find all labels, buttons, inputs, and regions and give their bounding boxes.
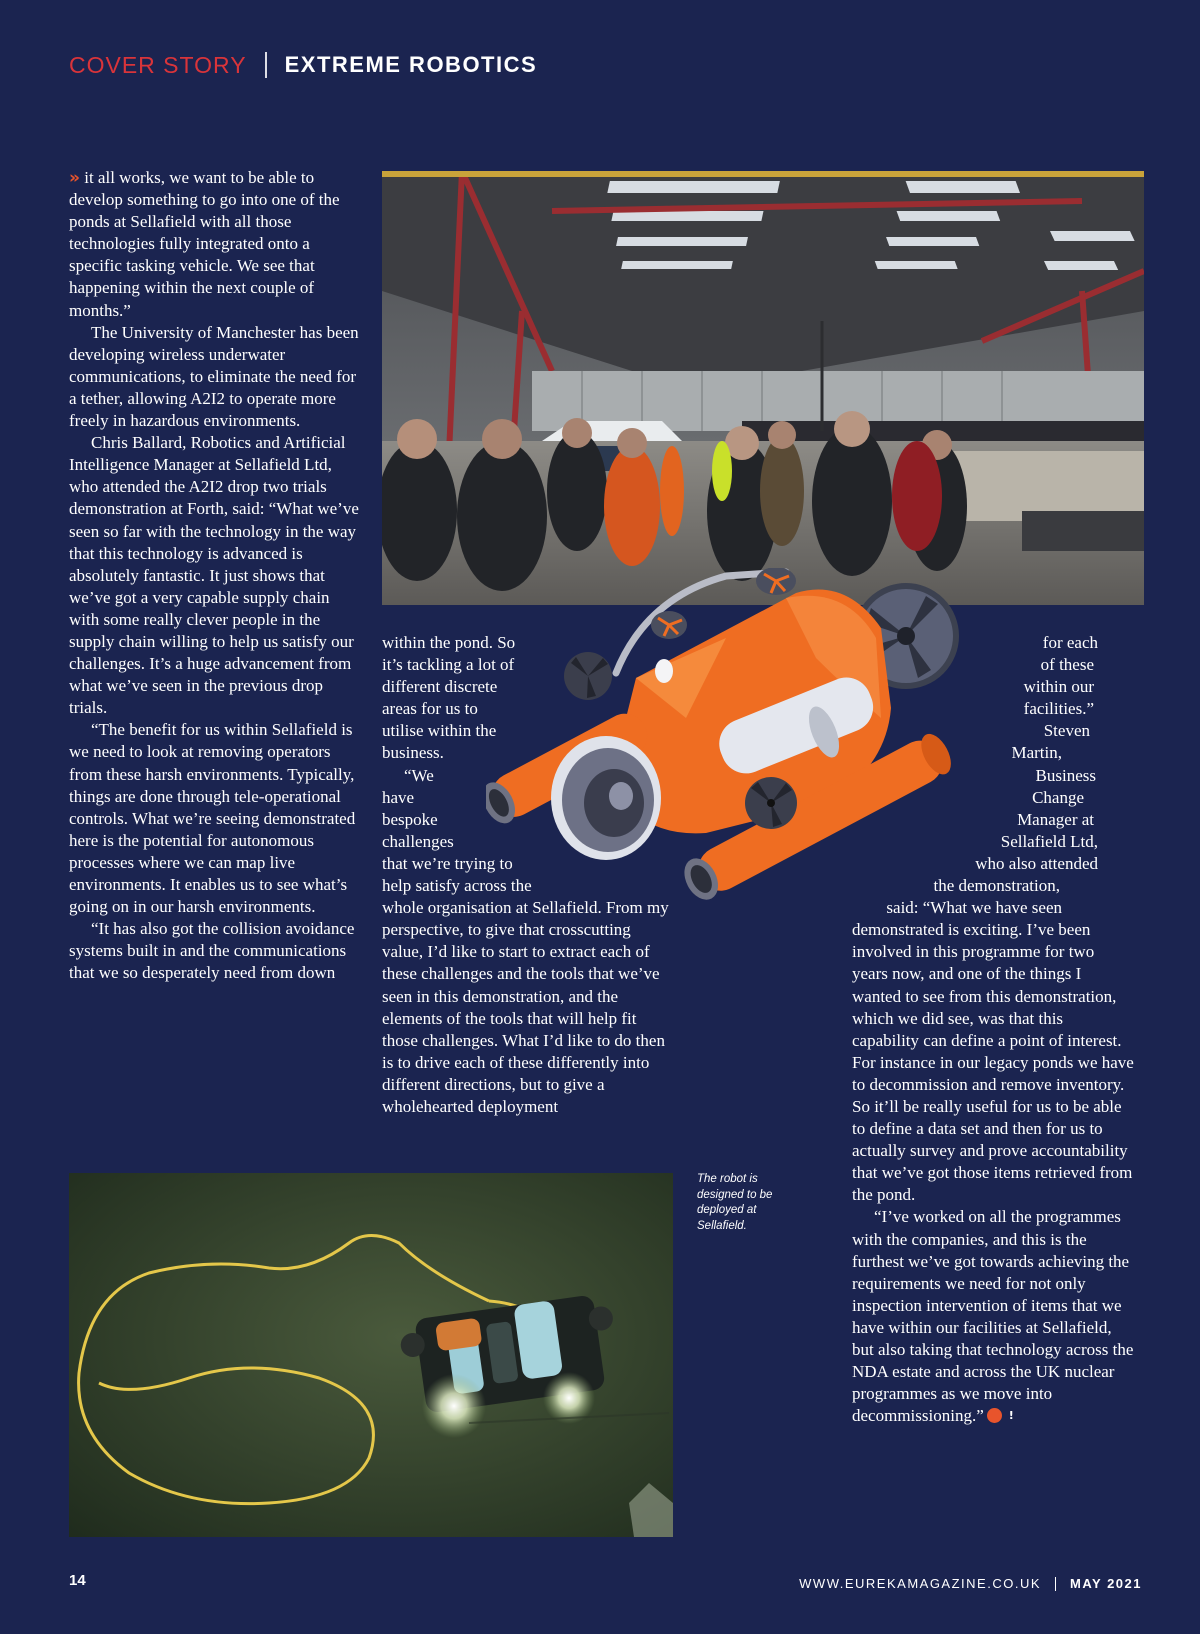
article-column-1 <box>69 167 359 984</box>
paragraph-text: “I’ve worked on all the programmes with the companies, and this is the furthest we’ve got towards achieving the requirements we need for not only inspection intervention of items that we have within our facilities at Sellafield, but also taking that technology across the NDA estate and across the UK nuclear programmes as we move into decommissioning.” <box>852 1207 1134 1426</box>
paragraph: “It has also got the collision avoidance systems built in and the communications that we so desperately need from down <box>69 919 355 983</box>
double-chevron-icon: » <box>69 168 80 188</box>
text-line: for each <box>1042 633 1098 652</box>
paragraph: whole organisation at Sellafield. From my perspective, to give that crosscutting value, I’d like to start to extract each of these challenges and the tools that we’ve seen in this demonstration, and the elements of the tools that will help fit those challenges. What I’d like to do then is to drive each of these differently into different directions, but to give a wholehearted deployment <box>382 898 669 1116</box>
page-footer <box>799 1576 1142 1591</box>
text-line: Martin, <box>1011 743 1062 763</box>
story-end-icon: ! <box>987 1408 1002 1423</box>
text-line: within the pond. So <box>382 633 516 652</box>
issue-date: MAY 2021 <box>1070 1576 1142 1591</box>
text-line: Business <box>1035 765 1096 785</box>
hangar-photo-art <box>382 171 1144 605</box>
paragraph-text: it all works, we want to be able to develop something to go into one of the ponds at Sellafield with all those technologies fully integrated onto a specific tasking vehicle. We see that happening within the next couple of months.” <box>69 168 340 320</box>
paragraph <box>69 167 359 322</box>
text-line: “We <box>404 765 434 785</box>
header-divider <box>265 52 267 78</box>
page-header <box>69 50 537 80</box>
text-line: facilities.” <box>1023 699 1094 719</box>
website-url[interactable]: WWW.EUREKAMAGAZINE.CO.UK <box>799 1576 1041 1591</box>
text-line: have <box>382 787 415 807</box>
text-line: it’s tackling a lot of <box>382 655 515 675</box>
text-line: Sellafield Ltd, <box>1000 831 1098 851</box>
paragraph: Chris Ballard, Robotics and Artificial Intelligence Manager at Sellafield Ltd, who attended the A2I2 drop two trials demonstration at Forth, said: “What we’ve seen so far with the technology in the way that this technology is advanced is absolutely fantastic. It just shows that we’ve got a very capable supply chain with some really clever people in the supply chain willing to help us satisfy our challenges. It’s a huge advancement from what we’ve seen in the previous drop trials. <box>69 433 359 718</box>
text-line: challenges <box>382 831 454 851</box>
article-column-2 <box>382 632 672 1118</box>
footer-divider <box>1055 1577 1056 1591</box>
paragraph: “The benefit for us within Sellafield is we need to look at removing operators from these harsh environments. Typically, things are done through tele-operational controls. What we’re seeing demonstrated here is the potential for autonomous processes where we can map live environments. It enables us to see what’s going on in our harsh environments. <box>69 720 356 917</box>
photo-caption: The robot is designed to be deployed at Sellafield. <box>697 1173 773 1232</box>
article-column-3 <box>852 632 1134 1427</box>
text-line: Change <box>1032 787 1084 807</box>
cover-story-kicker: COVER STORY <box>69 51 247 78</box>
robot-in-pond-photo <box>69 1173 673 1537</box>
hangar-demonstration-photo <box>382 171 1144 605</box>
section-title: EXTREME ROBOTICS <box>284 52 538 77</box>
text-line: utilise within the <box>382 721 497 741</box>
text-line: within our <box>1023 677 1094 697</box>
text-line: who also attended <box>975 853 1098 873</box>
paragraph <box>852 1206 1134 1427</box>
text-line: help satisfy across the <box>382 876 532 896</box>
text-line: Manager at <box>1017 809 1094 829</box>
pool-photo-art <box>69 1173 673 1537</box>
text-line: the demonstration, <box>933 876 1060 896</box>
text-line: that we’re trying to <box>382 853 513 873</box>
paragraph: demonstrated is exciting. I’ve been involved in this programme for two years now, and one of the things I wanted to see from this demonstration, which we did see, was that this capability can define a point of interest. For instance in our legacy ponds we have to decommission and remove inventory. So it’ll be really useful for us to be able to define a data set and then for us to actually survey and prove accountability that we’ve got those items retrieved from the pond. <box>852 920 1134 1205</box>
text-line: different discrete <box>382 677 498 697</box>
text-line: Steven <box>1043 721 1090 741</box>
text-line: said: “What we have seen <box>886 898 1062 918</box>
text-line: areas for us to <box>382 699 478 719</box>
paragraph: The University of Manchester has been developing wireless underwater communications, to eliminate the need for a tether, allowing A2I2 to operate more freely in hazardous environments. <box>69 322 359 431</box>
text-line: business. <box>382 743 444 763</box>
page-number: 14 <box>69 1572 86 1589</box>
text-line: bespoke <box>382 809 438 829</box>
text-line: of these <box>1040 655 1094 675</box>
